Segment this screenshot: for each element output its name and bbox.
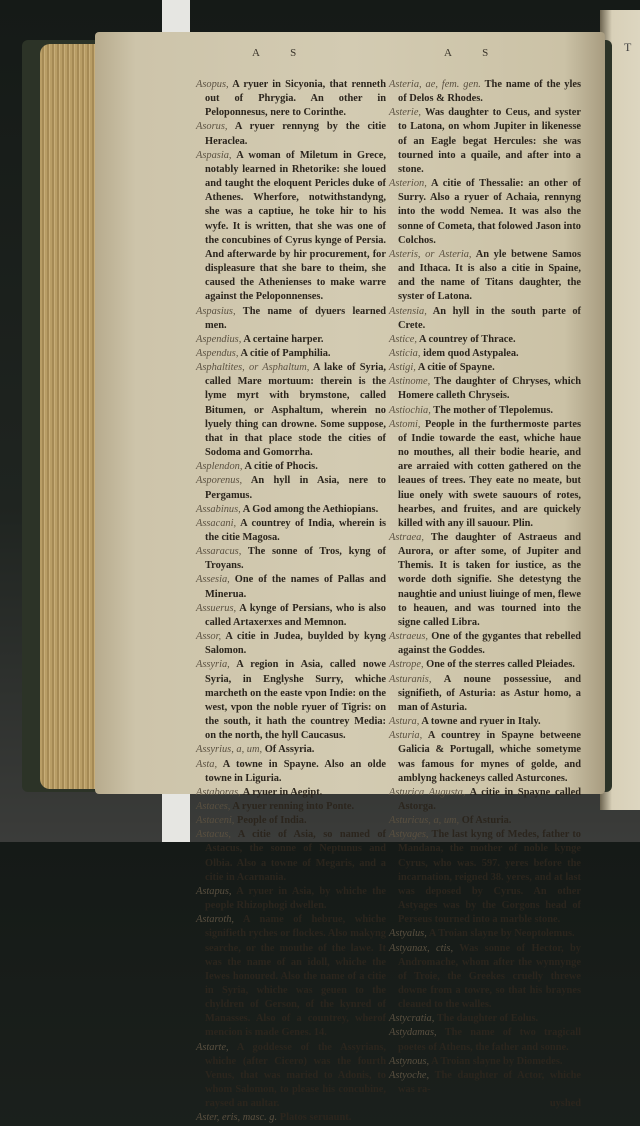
headword: Astacus, xyxy=(196,829,231,841)
dictionary-entry xyxy=(389,1055,581,1069)
definition: A citie of Spayne. xyxy=(417,362,495,374)
headword: Assabinus, xyxy=(196,503,241,515)
dictionary-entry xyxy=(389,786,581,814)
dictionary-entry xyxy=(196,474,386,502)
dictionary-entry xyxy=(389,531,581,630)
dictionary-entry xyxy=(389,673,581,715)
right-column xyxy=(389,78,581,1111)
definition: Was daughter to Ceus, and syster to Latona, on whom Jupiter in likenesse of an Eagle begat Hercules: she was tourned into a quaile, and after into a stone. xyxy=(398,107,581,175)
headword: Astraea, xyxy=(389,532,424,543)
headword: Astomi, xyxy=(389,418,421,430)
definition: One of the gygantes that rebelled against the Goddes. xyxy=(398,631,581,657)
definition: People of India. xyxy=(237,815,307,827)
definition: A countrey of India, wherein is the citie Magosa. xyxy=(205,517,387,543)
definition: People in the furthermoste partes of Indie towarde the east, whiche haue no mouthes, all their bodie hearie, and are arraied with cotten gathered on the leaues of trees. They eate no meate, but liue onely with swete sauours of rotes, hearbes, and fruites, and are quickely killed with any ill sauour. Plin. xyxy=(398,418,581,529)
headword: Asterie, xyxy=(389,107,422,119)
dictionary-entry xyxy=(389,248,581,305)
dictionary-entry xyxy=(196,1111,386,1125)
definition: A woman of Miletum in Grece, notably learned in Rhetorike: she loued and taught the eloquent Pericles duke of Athenes. Wherfore, notwithstandyng, she was a captiue, he toke hir to his wyfe. It is written, that she was one of the concubines of Cyrus kynge of Persia. And afterwarde by hir procurement, for displeasure that she bare to theim, she caused the Athenienses to make warre against the Peloponnenses. xyxy=(205,149,386,303)
dictionary-entry xyxy=(196,545,386,573)
definition: A citie in Judea, buylded by kyng Salomon. xyxy=(205,631,386,657)
definition: The name of dyuers learned men. xyxy=(205,305,386,331)
dictionary-entry xyxy=(389,78,581,106)
headword: Astapus, xyxy=(196,885,232,897)
definition: A ryuer in Asia, by whiche the people Rhizophogi dwellen. xyxy=(205,885,386,912)
headword: Astynous, xyxy=(389,1055,430,1067)
definition: A ryuer renning into Ponte. xyxy=(232,800,355,812)
definition: The daughter of Astraeus and Aurora, or after some, of Jupiter and Themis. It is taken for iustice, as the worde doth signifie. She detestyng the naughtie and uniust liuinge of men, flewe to heauen, and was tourned into the signe called Libra. xyxy=(398,532,581,628)
definition: A certaine harper. xyxy=(243,333,324,345)
definition: A name of hebrue, whiche signifieth ryches or flockes. Also makyng searche, or the mouthe of the lawe. It was the name of an idoll, whiche the Iewes honoured. Also the name of a citie in Syria, whiche was geuen to the chyldren of Gerson, of the kynred of Manasses. Also of a countrey, wherof mencion is made Genes. 14. xyxy=(205,914,386,1039)
headword: Asturica Augusta, xyxy=(389,786,466,798)
dictionary-entry xyxy=(389,630,581,658)
headword: Astrope, xyxy=(389,659,424,671)
definition: The name of the yles of Delos & Rhodes. xyxy=(398,79,582,105)
dictionary-entry xyxy=(196,305,386,333)
definition: The mother of Tlepolemus. xyxy=(433,404,553,416)
running-head-right: A S xyxy=(444,47,503,59)
headword: Asterion, xyxy=(389,178,427,190)
definition: A towne in Spayne. Also an olde towne in Liguria. xyxy=(205,758,386,784)
definition: A countrey in Spayne betweene Galicia & Portugall, whiche sometyme was famous for mynes of golde, and amblyng hackeneys called Asturcones. xyxy=(398,730,581,784)
dictionary-entry xyxy=(389,333,581,347)
definition: The daughter of Chryses, which Homere calleth Chryseis. xyxy=(398,376,581,402)
headword: Aspasia, xyxy=(196,149,232,161)
headword: Astaceni, xyxy=(196,815,235,827)
definition: The daughter of Actor, whiche was ra- xyxy=(398,1069,581,1096)
headword: Aspendus, xyxy=(196,347,239,359)
dictionary-entry xyxy=(196,630,386,658)
headword: Assaracus, xyxy=(196,546,242,558)
left-column xyxy=(196,78,386,1126)
dictionary-entry xyxy=(389,729,581,786)
dictionary-entry xyxy=(196,786,386,800)
headword: Astyanax, ctis, xyxy=(389,942,454,954)
definition: A God among the Aethiopians. xyxy=(242,503,379,515)
dictionary-entry xyxy=(196,149,386,305)
definition: A lake of Syria, called Mare mortuum: therein is the lyme myrt with brymstone, called Bitumen, or Asphaltum, wherein no lyuely thing can drowne. Some suppose, that in that place stode the cities of Sodoma and Gomorrha. xyxy=(205,362,386,459)
headword: Astycratia, xyxy=(389,1013,435,1025)
definition: A ryuer in Sicyonia, that renneth out of Phrygia. An other in Peloponnesus, nere to Corinthe. xyxy=(205,79,386,119)
dictionary-entry xyxy=(196,814,386,828)
dictionary-entry xyxy=(389,814,581,828)
headword: Assuerus, xyxy=(196,602,237,614)
definition: The last kyng of Medes, father to Mandana, the mother of noble kynge Cyrus, who was. 597. yeres before the incarnation, reigned 38. yeres, and at last was deposed by Cyrus. An other Astyages was by the Gorgons head of Perseus tourned into a marble stone. xyxy=(398,829,581,926)
definition: Of Asturia. xyxy=(461,815,512,827)
headword: Astyalus, xyxy=(389,928,427,940)
definition: A Troian slayne by Neoptolemus. xyxy=(428,928,575,940)
dictionary-entry xyxy=(196,503,386,517)
definition: A ryuer in Aegipt. xyxy=(242,786,323,798)
dictionary-entry xyxy=(389,375,581,403)
definition: A kynge of Persians, who is also called Artaxerxes and Memnon. xyxy=(205,602,386,628)
headword: Aspasius, xyxy=(196,305,236,317)
catchword: uyshed xyxy=(549,1098,581,1110)
headword: Astyages, xyxy=(389,829,429,841)
dictionary-entry xyxy=(196,913,386,1040)
headword: Astarte, xyxy=(196,1041,229,1053)
headword: Asopus, xyxy=(196,79,229,90)
headword: Astraeus, xyxy=(389,631,428,643)
dictionary-entry xyxy=(389,305,581,333)
dictionary-entry xyxy=(389,106,581,177)
dictionary-entry xyxy=(196,361,386,460)
definition: An hyll in the south parte of Crete. xyxy=(398,305,581,331)
definition: Platos seruaunt. xyxy=(279,1112,352,1124)
headword: Asta, xyxy=(196,758,218,770)
headword: Astydamas, xyxy=(389,1027,437,1039)
dictionary-entry xyxy=(389,418,581,531)
definition: A Troian slayne by Diomedes. xyxy=(431,1055,563,1067)
definition: A citie of Phocis. xyxy=(244,461,318,473)
dictionary-entry xyxy=(196,758,386,786)
headword: Astinome, xyxy=(389,376,431,388)
headword: Asteria, ae, fem. gen. xyxy=(389,79,481,90)
headword: Astiochia, xyxy=(389,404,431,416)
dictionary-entry xyxy=(196,120,386,148)
definition: An hyll in Asia, nere to Pergamus. xyxy=(205,475,387,501)
headword: Asturia, xyxy=(389,730,423,742)
dictionary-entry xyxy=(389,404,581,418)
definition: A goddesse of the Assyrians, whiche (after Cicero) was the fourth Venus, that was maried to Adonis, to whom Salomon, to please his concubine, raysed an aultar. xyxy=(205,1041,386,1110)
dictionary-entry xyxy=(196,743,386,757)
headword: Asphaltites, or Asphaltum, xyxy=(196,362,310,374)
definition: idem quod Astypalea. xyxy=(423,347,519,359)
dictionary-entry xyxy=(389,347,581,361)
definition: Of Assyria. xyxy=(264,744,315,756)
dictionary-entry xyxy=(389,1069,581,1097)
dictionary-entry xyxy=(389,828,581,927)
headword: Assyria, xyxy=(196,659,230,671)
headword: Asorus, xyxy=(196,121,228,133)
dictionary-entry xyxy=(196,573,386,601)
headword: Assacani, xyxy=(196,517,237,529)
dictionary-entry xyxy=(196,800,386,814)
headword: Asticia, xyxy=(389,347,421,359)
headword: Astaroth, xyxy=(196,914,235,926)
headword: Aspendius, xyxy=(196,333,242,345)
headword: Asteris, or Asteria, xyxy=(389,248,472,260)
headword: Astura, xyxy=(389,716,420,728)
dictionary-entry xyxy=(389,1026,581,1054)
dictionary-entry xyxy=(196,347,386,361)
measuring-ruler-bottom xyxy=(162,792,190,842)
running-head-left: A S xyxy=(252,47,311,59)
definition: A countrey of Thrace. xyxy=(419,333,516,345)
headword: Astigi, xyxy=(389,362,416,374)
dictionary-entry xyxy=(389,715,581,729)
definition: A citie in Spayne called Astorga. xyxy=(398,786,581,812)
dictionary-entry xyxy=(196,828,386,885)
headword: Aster, eris, masc. g. xyxy=(196,1112,278,1124)
definition: One of the sterres called Pleiades. xyxy=(426,659,575,671)
headword: Astaces, xyxy=(196,800,231,812)
definition: The sonne of Tros, kyng of Troyans. xyxy=(205,546,386,572)
definition: A citie of Asia, so named of Astacus, the sonne of Neptunus and Olbia. Also a towne of Megaris, and a citie in Acarnania. xyxy=(205,829,386,883)
headword: Assyrius, a, um, xyxy=(196,744,263,756)
definition: Was sonne of Hector, by Andromache, whom after the wynnynge of Troie, the Greekes cruelly threwe downe from a towre, so that his braynes cleaued to the walles. xyxy=(398,942,581,1011)
definition: A towne and ryuer in Italy. xyxy=(421,716,541,728)
dictionary-entry xyxy=(196,602,386,630)
dictionary-entry xyxy=(196,517,386,545)
dictionary-entry xyxy=(389,658,581,672)
dictionary-entry xyxy=(196,1041,386,1112)
definition: An yle betwene Samos and Ithaca. It is also a citie in Spaine, and the name of Titans daughter, the syster of Latona. xyxy=(398,248,582,303)
headword: Asporenus, xyxy=(196,475,243,487)
dictionary-entry xyxy=(196,78,386,120)
definition: A region in Asia, called nowe Syria, in Englyshe Surry, whiche marcheth on the easte vpon Indie: on the west, vpon the noble ryuer of Tigris: on the south, it hath the countrey Media: on the north, the hyll Caucasus. xyxy=(205,659,386,742)
headword: Asturanis, xyxy=(389,673,432,685)
dictionary-entry xyxy=(389,177,581,248)
definition: A citie of Thessalie: an other of Surry. Also a ryuer of Achaia, rennyng into the wodd Nemea. It was also the sonne of Cometa, that folowed Jason into Colchos. xyxy=(398,178,581,246)
headword: Asturicus, a, um, xyxy=(389,815,460,827)
facing-page-letter: T xyxy=(624,40,632,54)
definition: A citie of Pamphilia. xyxy=(240,347,331,359)
headword: Astice, xyxy=(389,333,417,345)
dictionary-entry xyxy=(389,927,581,941)
headword: Asplendon, xyxy=(196,461,243,473)
dictionary-entry xyxy=(196,885,386,913)
dictionary-entry xyxy=(196,658,386,743)
headword: Assesia, xyxy=(196,574,230,586)
dictionary-entry xyxy=(196,460,386,474)
headword: Assor, xyxy=(196,631,222,643)
definition: A ryuer rennyng by the citie Heraclea. xyxy=(205,121,386,147)
dictionary-entry xyxy=(196,333,386,347)
dictionary-entry xyxy=(389,361,581,375)
headword: Astensia, xyxy=(389,305,427,317)
headword: Astyoche, xyxy=(389,1069,430,1081)
definition: A noune possessiue, and signifieth, of Asturia: as Astur homo, a man of Asturia. xyxy=(398,673,581,713)
definition: One of the names of Pallas and Minerua. xyxy=(205,574,386,600)
definition: The daughter of Eolus. xyxy=(436,1013,539,1025)
headword: Astaboras, xyxy=(196,786,241,798)
dictionary-entry xyxy=(389,942,581,1013)
dictionary-entry xyxy=(389,1012,581,1026)
definition: The name of two tragicall poetes of Athens, the father and sonne. xyxy=(398,1027,581,1053)
